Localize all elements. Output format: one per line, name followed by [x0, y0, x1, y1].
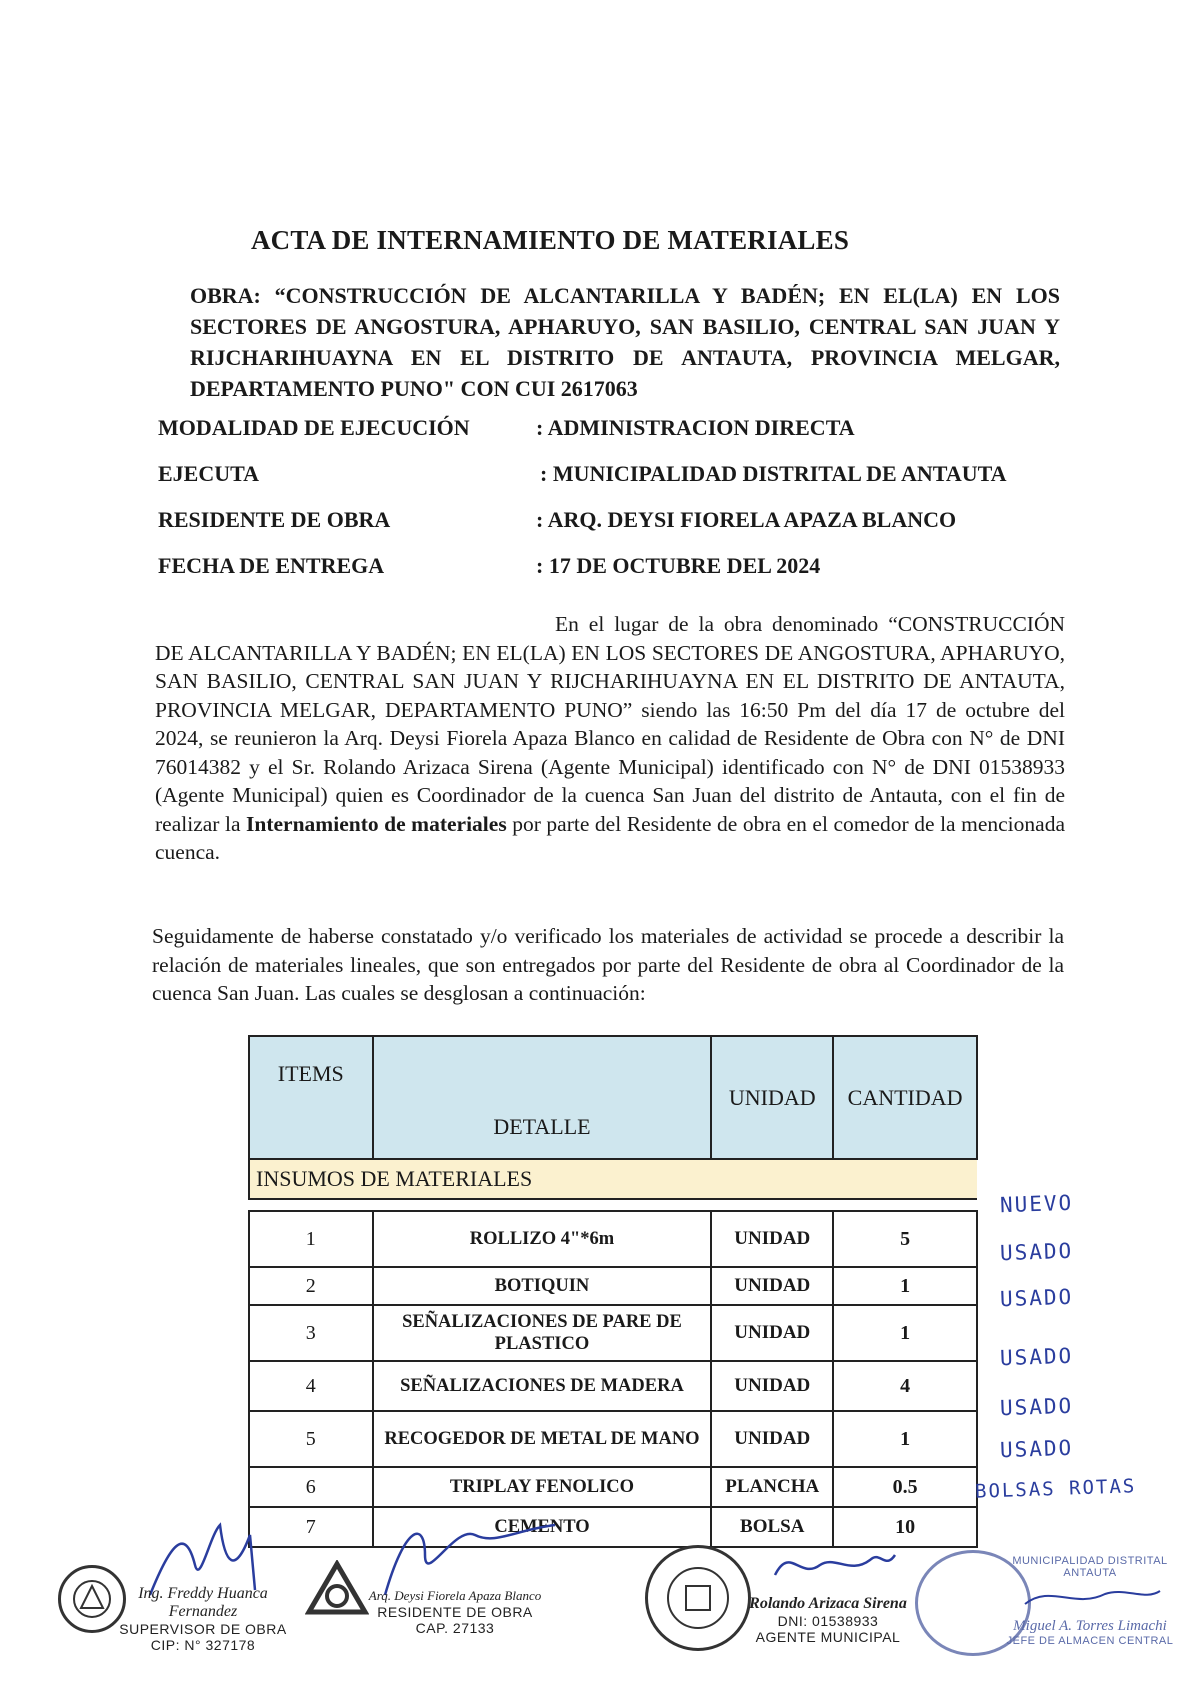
signatory-header: MUNICIPALIDAD DISTRITAL ANTAUTA — [1012, 1555, 1168, 1579]
cell-item: 6 — [249, 1467, 373, 1507]
cell-detalle: ROLLIZO 4"*6m — [373, 1211, 712, 1267]
cell-detalle: SEÑALIZACIONES DE PARE DE PLASTICO — [373, 1305, 712, 1361]
section-label: INSUMOS DE MATERIALES — [249, 1159, 977, 1199]
paragraph-bold-text: Internamiento de materiales — [246, 811, 507, 836]
signatory-role: JEFE DE ALMACEN CENTRAL — [1006, 1635, 1174, 1647]
cell-cantidad: 1 — [833, 1267, 977, 1305]
field-value: : 17 DE OCTUBRE DEL 2024 — [536, 553, 821, 578]
supervisor-seal — [58, 1565, 126, 1633]
almacen-signature-block — [1000, 1555, 1180, 1647]
seal-icon — [61, 1568, 123, 1630]
residente-signature-block — [360, 1588, 550, 1636]
header-items: ITEMS — [249, 1036, 373, 1159]
cell-cantidad: 4 — [833, 1361, 977, 1411]
field-label: RESIDENTE DE OBRA — [158, 507, 391, 532]
cell-unidad: UNIDAD — [711, 1305, 833, 1361]
agente-signature-block — [748, 1595, 908, 1645]
table-row — [249, 1467, 977, 1507]
signatory-role: AGENTE MUNICIPAL — [755, 1629, 901, 1645]
cell-item: 7 — [249, 1507, 373, 1547]
cell-item: 3 — [249, 1305, 373, 1361]
paragraph-desglose: Seguidamente de haberse constatado y/o verificado los materiales de actividad se procede a describir la relación de materiales lineales, que son entregados por parte del Residente de obra al Coordinador de la cuenca San Juan. Las cuales se desglosan a continuación: — [152, 924, 1064, 1005]
agente-seal — [645, 1545, 751, 1651]
signatory-id: CIP: N° 327178 — [150, 1637, 256, 1653]
cell-item: 4 — [249, 1361, 373, 1411]
cell-unidad: UNIDAD — [711, 1211, 833, 1267]
field-label: MODALIDAD DE EJECUCIÓN — [158, 415, 470, 440]
signatory-role: SUPERVISOR DE OBRA — [119, 1621, 287, 1637]
handwritten-note: USADO — [999, 1343, 1074, 1371]
table-row — [249, 1211, 977, 1267]
field-value: : ADMINISTRACION DIRECTA — [536, 415, 855, 440]
supervisor-signature-block — [118, 1585, 288, 1653]
seal-icon — [648, 1548, 748, 1648]
document-title: ACTA DE INTERNAMIENTO DE MATERIALES — [250, 225, 850, 255]
table-spacer — [249, 1199, 977, 1211]
handwritten-note: USADO — [999, 1238, 1074, 1266]
cell-detalle: SEÑALIZACIONES DE MADERA — [373, 1361, 712, 1411]
cell-item: 1 — [249, 1211, 373, 1267]
table-row — [249, 1361, 977, 1411]
handwritten-note: NUEVO — [999, 1190, 1074, 1218]
signatory-id: CAP. 27133 — [415, 1620, 495, 1636]
field-label: EJECUTA — [158, 461, 260, 486]
signatory-role: RESIDENTE DE OBRA — [377, 1604, 533, 1620]
cell-unidad: UNIDAD — [711, 1411, 833, 1467]
field-label: FECHA DE ENTREGA — [158, 553, 385, 578]
signatory-id: DNI: 01538933 — [777, 1613, 879, 1629]
cell-cantidad: 10 — [833, 1507, 977, 1547]
cell-cantidad: 0.5 — [833, 1467, 977, 1507]
cell-unidad: BOLSA — [711, 1507, 833, 1547]
signatory-name: Rolando Arizaca Sirena — [749, 1595, 907, 1612]
table-row — [249, 1411, 977, 1467]
cell-cantidad: 1 — [833, 1411, 977, 1467]
handwritten-note: USADO — [999, 1393, 1074, 1421]
paragraph-text: por parte del Residente de obra en el comedor de la mencionada cuenca. — [155, 811, 1065, 864]
cell-detalle: CEMENTO — [373, 1507, 712, 1547]
obra-description: OBRA: “CONSTRUCCIÓN DE ALCANTARILLA Y BADÉN; EN EL(LA) EN LOS SECTORES DE ANGOSTURA, APHARUYO, SAN BASILIO, CENTRAL SAN JUAN Y RIJCHARIHUAYNA EN EL DISTRITO DE ANTAUTA, PROVINCIA MELGAR, DEPARTAMENTO PUNO" CON CUI 2617063 — [190, 283, 1060, 401]
header-unidad: UNIDAD — [711, 1036, 833, 1159]
almacen-signature-icon — [1015, 1579, 1165, 1613]
agente-signature-icon — [770, 1535, 900, 1595]
table-row — [249, 1267, 977, 1305]
field-value: : ARQ. DEYSI FIORELA APAZA BLANCO — [536, 507, 957, 532]
cell-item: 5 — [249, 1411, 373, 1467]
field-value: : MUNICIPALIDAD DISTRITAL DE ANTAUTA — [540, 461, 1007, 486]
signatory-name: Miguel A. Torres Limachi — [1013, 1618, 1167, 1634]
cell-detalle: RECOGEDOR DE METAL DE MANO — [373, 1411, 712, 1467]
paragraph-reunion — [155, 610, 1065, 867]
signatory-name: Arq. Deysi Fiorela Apaza Blanco — [368, 1588, 542, 1603]
cell-item: 2 — [249, 1267, 373, 1305]
cell-cantidad: 1 — [833, 1305, 977, 1361]
table-header-row — [249, 1036, 977, 1159]
cell-unidad: UNIDAD — [711, 1267, 833, 1305]
materials-table — [248, 1035, 978, 1548]
cell-detalle: TRIPLAY FENOLICO — [373, 1467, 712, 1507]
table-row — [249, 1305, 977, 1361]
cell-unidad: PLANCHA — [711, 1467, 833, 1507]
handwritten-note: BOLSAS ROTAS — [974, 1475, 1137, 1503]
signatory-name: Ing. Freddy Huanca Fernandez — [138, 1585, 268, 1620]
cell-unidad: UNIDAD — [711, 1361, 833, 1411]
table-section-row — [249, 1159, 977, 1199]
paragraph-text: En el lugar de la obra denominado “CONSTRUCCIÓN DE ALCANTARILLA Y BADÉN; EN EL(LA) EN LOS SECTORES DE ANGOSTURA, APHARUYO, SAN BASILIO, CENTRAL SAN JUAN Y RIJCHARIHUAYNA EN EL DISTRITO DE ANTAUTA, PROVINCIA MELGAR, DEPARTAMENTO PUNO” siendo las 16:50 Pm del día 17 de octubre del 2024, se reunieron la Arq. Deysi Fiorela Apaza Blanco en calidad de Residente de Obra con N° de DNI 76014382 y el Sr. Rolando Arizaca Sirena (Agente Municipal) identificado con N° de DNI 01538933 (Agente Municipal) quien es Coordinador de la cuenca San Juan del distrito de Antauta, con el fin de realizar la — [155, 612, 1065, 836]
handwritten-note: USADO — [999, 1284, 1074, 1312]
handwritten-note: USADO — [999, 1435, 1074, 1463]
header-cantidad: CANTIDAD — [833, 1036, 977, 1159]
cell-cantidad: 5 — [833, 1211, 977, 1267]
cell-detalle: BOTIQUIN — [373, 1267, 712, 1305]
header-detalle: DETALLE — [373, 1036, 712, 1159]
